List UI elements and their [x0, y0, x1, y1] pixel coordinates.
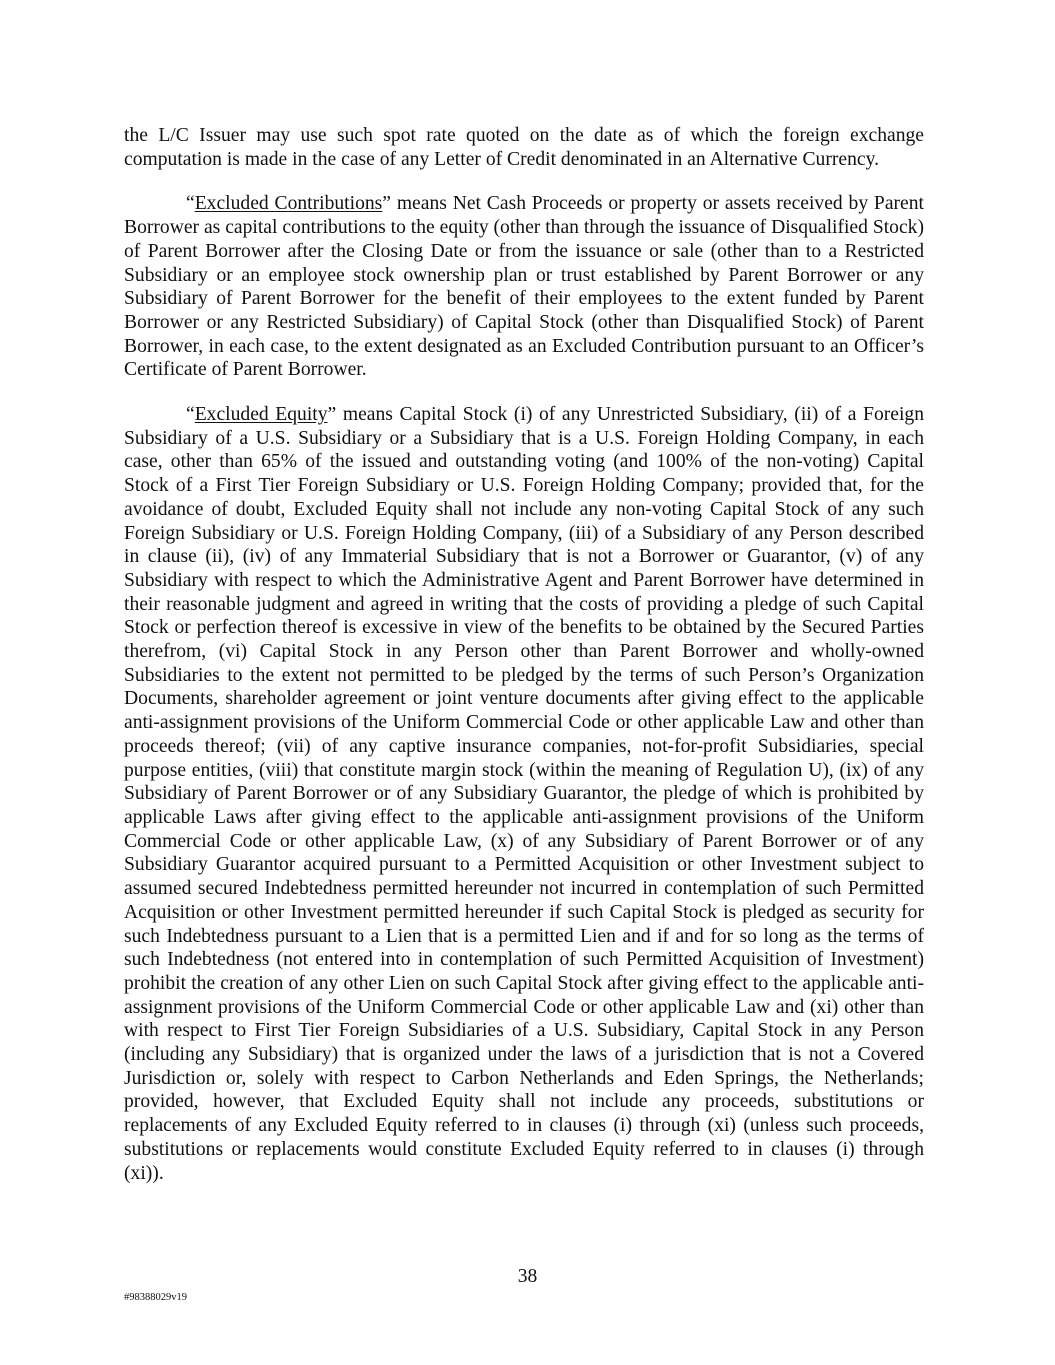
document-body — [124, 124, 924, 1206]
definition-excluded-equity — [124, 403, 924, 1185]
open-quote: “ — [186, 193, 195, 215]
definition-text: means Net Cash Proceeds or property or assets received by Parent Borrower as capital contributions to the equity (other than through the issuance of Disqualified Stock) of Parent Borrower after the Closing Date or from the issuance or sale (other than to a Restricted Subsidiary or an employee stock ownership plan or trust established by Parent Borrower or any Subsidiary of Parent Borrower for the benefit of their employees to the extent funded by Parent Borrower or any Restricted Subsidiary) of Capital Stock (other than Disqualified Stock) of Parent Borrower, in each case, to the extent designated as an Excluded Contribution pursuant to an Officer’s Certificate of Parent Borrower. — [124, 193, 924, 381]
paragraph-text: the L/C Issuer may use such spot rate quoted on the date as of which the foreign exchange computation is made in the case of any Letter of Credit denominated in an Alternative Currency. — [124, 125, 924, 170]
document-id: #98388029v19 — [124, 1292, 187, 1303]
paragraph-continuation — [124, 124, 924, 171]
open-quote: “ — [186, 404, 195, 426]
page-number: 38 — [517, 1266, 538, 1287]
defined-term: Excluded Contributions — [194, 193, 383, 215]
close-quote: ” — [382, 193, 391, 215]
defined-term: Excluded Equity — [194, 404, 328, 426]
definition-excluded-contributions — [124, 192, 924, 382]
definition-text: means Capital Stock (i) of any Unrestricted Subsidiary, (ii) of a Foreign Subsidiary of a U.S. Subsidiary or a Subsidiary that is a U.S. Foreign Holding Company, in each case, other than 65% of the issued and outstanding voting (and 100% of the non-voting) Capital Stock of a First Tier Foreign Subsidiary or U.S. Foreign Holding Company; provided that, for the avoidance of doubt, Excluded Equity shall not include any non-voting Capital Stock of any such Foreign Subsidiary or U.S. Foreign Holding Company, (iii) of a Subsidiary of any Person described in clause (ii), (iv) of any Immaterial Subsidiary that is not a Borrower or Guarantor, (v) of any Subsidiary with respect to which the Administrative Agent and Parent Borrower have determined in their reasonable judgment and agreed in writing that the costs of providing a pledge of such Capital Stock or perfection thereof is excessive in view of the benefits to be obtained by the Secured Parties therefrom, (vi) Capital Stock in any Person other than Parent Borrower and wholly-owned Subsidiaries to the extent not permitted to be pledged by the terms of such Person’s Organization Documents, shareholder agreement or joint venture documents after giving effect to the applicable anti-assignment provisions of the Uniform Commercial Code or other applicable Law and other than proceeds thereof; (vii) of any captive insurance companies, not-for-profit Subsidiaries, special purpose entities, (viii) that constitute margin stock (within the meaning of Regulation U), (ix) of any Subsidiary of Parent Borrower or of any Subsidiary Guarantor, the pledge of which is prohibited by applicable Laws after giving effect to the applicable anti-assignment provisions of the Uniform Commercial Code or other applicable Law, (x) of any Subsidiary of Parent Borrower or of any Subsidiary Guarantor acquired pursuant to a Permitted Acquisition or other Investment subject to assumed secured Indebtedness permitted hereunder not incurred in contemplation of such Permitted Acquisition or other Investment permitted hereunder if such Capital Stock is pledged as security for such Indebtedness pursuant to a Lien that is a permitted Lien and if and for so long as the terms of such Indebtedness (not entered into in contemplation of such Permitted Acquisition of Investment) prohibit the creation of any other Lien on such Capital Stock after giving effect to the applicable anti-assignment provisions of the Uniform Commercial Code or other applicable Law and (xi) other than with respect to First Tier Foreign Subsidiaries of a U.S. Subsidiary, Capital Stock in any Person (including any Subsidiary) that is organized under the laws of a jurisdiction that is not a Covered Jurisdiction or, solely with respect to Carbon Netherlands and Eden Springs, the Netherlands; provided, however, that Excluded Equity shall not include any proceeds, substitutions or replacements of any Excluded Equity referred to in clauses (i) through (xi) (unless such proceeds, substitutions or replacements would constitute Excluded Equity referred to in clauses (i) through (xi)). — [124, 404, 925, 1184]
close-quote: ” — [327, 404, 337, 426]
